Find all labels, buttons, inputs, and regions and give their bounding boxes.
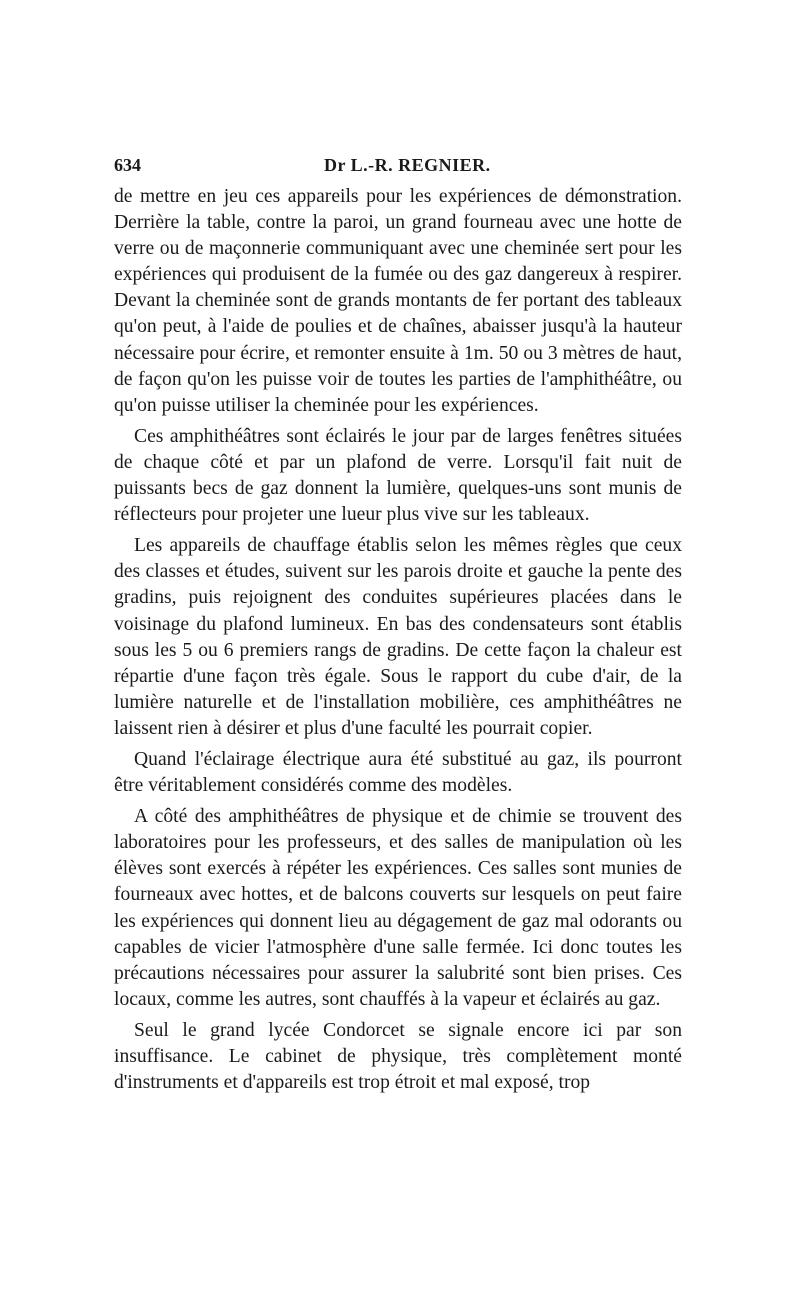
paragraph-6: Seul le grand lycée Condorcet se signale encore ici par son insuffisance. Le cabinet de physique, très complètement monté d'instruments et d'appareils est trop étroit et mal exposé, trop — [114, 1019, 682, 1094]
page-header — [114, 155, 684, 183]
running-head: Dr L.-R. REGNIER. — [324, 155, 491, 175]
paragraph-5: A côté des amphithéâtres de physique et de chimie se trouvent des laboratoires pour les professeurs, et des salles de manipulation où les élèves sont exercés à répéter les expériences. Ces salles sont munies de fourneaux avec hottes, et de balcons couverts sur lesquels on peut faire les expériences qui donnent lieu au dégagement de gaz mal odorants ou capables de vicier l'atmosphère d'une salle fermée. Ici donc toutes les précautions nécessaires pour assurer la salubrité sont bien prises. Ces locaux, comme les autres, sont chauffés à la vapeur et éclairés au gaz. — [114, 806, 682, 1010]
body-text — [114, 184, 682, 1096]
paragraph-3: Les appareils de chauffage établis selon les mêmes règles que ceux des classes et études, suivent sur les parois droite et gauche la pente des gradins, puis rejoignent des conduites supérieures placées dans le voisinage du plafond lumineux. En bas des condensateurs sont établis sous les 5 ou 6 premiers rangs de gradins. De cette façon la chaleur est répartie d'une façon très égale. Sous le rapport du cube d'air, de la lumière naturelle et de l'installation mobilière, ces amphithéâtres ne laissent rien à désirer et plus d'une faculté les pourrait copier. — [114, 535, 682, 739]
paragraph-1: de mettre en jeu ces appareils pour les expériences de démonstration. Derrière la table, contre la paroi, un grand fourneau avec une hotte de verre ou de maçonnerie communiquant avec une cheminée sert pour les expériences qui produisent de la fumée ou des gaz dangereux à respirer. Devant la cheminée sont de grands montants de fer portant des tableaux qu'on peut, à l'aide de poulies et de chaînes, abaisser jusqu'à la hauteur nécessaire pour écrire, et remonter ensuite à 1m. 50 ou 3 mètres de haut, de façon qu'on les puisse voir de toutes les parties de l'amphithéâtre, ou qu'on puisse utiliser la cheminée pour les expériences. — [114, 186, 682, 416]
paragraph-2: Ces amphithéâtres sont éclairés le jour par de larges fenêtres situées de chaque côté et par un plafond de verre. Lorsqu'il fait nuit de puissants becs de gaz donnent la lumière, quelques-uns sont munis de réflecteurs pour projeter une lueur plus vive sur les tableaux. — [114, 425, 682, 526]
paragraph-4: Quand l'éclairage électrique aura été substitué au gaz, ils pourront être véritablement considérés comme des modèles. — [114, 748, 682, 797]
page-number: 634 — [114, 155, 141, 175]
